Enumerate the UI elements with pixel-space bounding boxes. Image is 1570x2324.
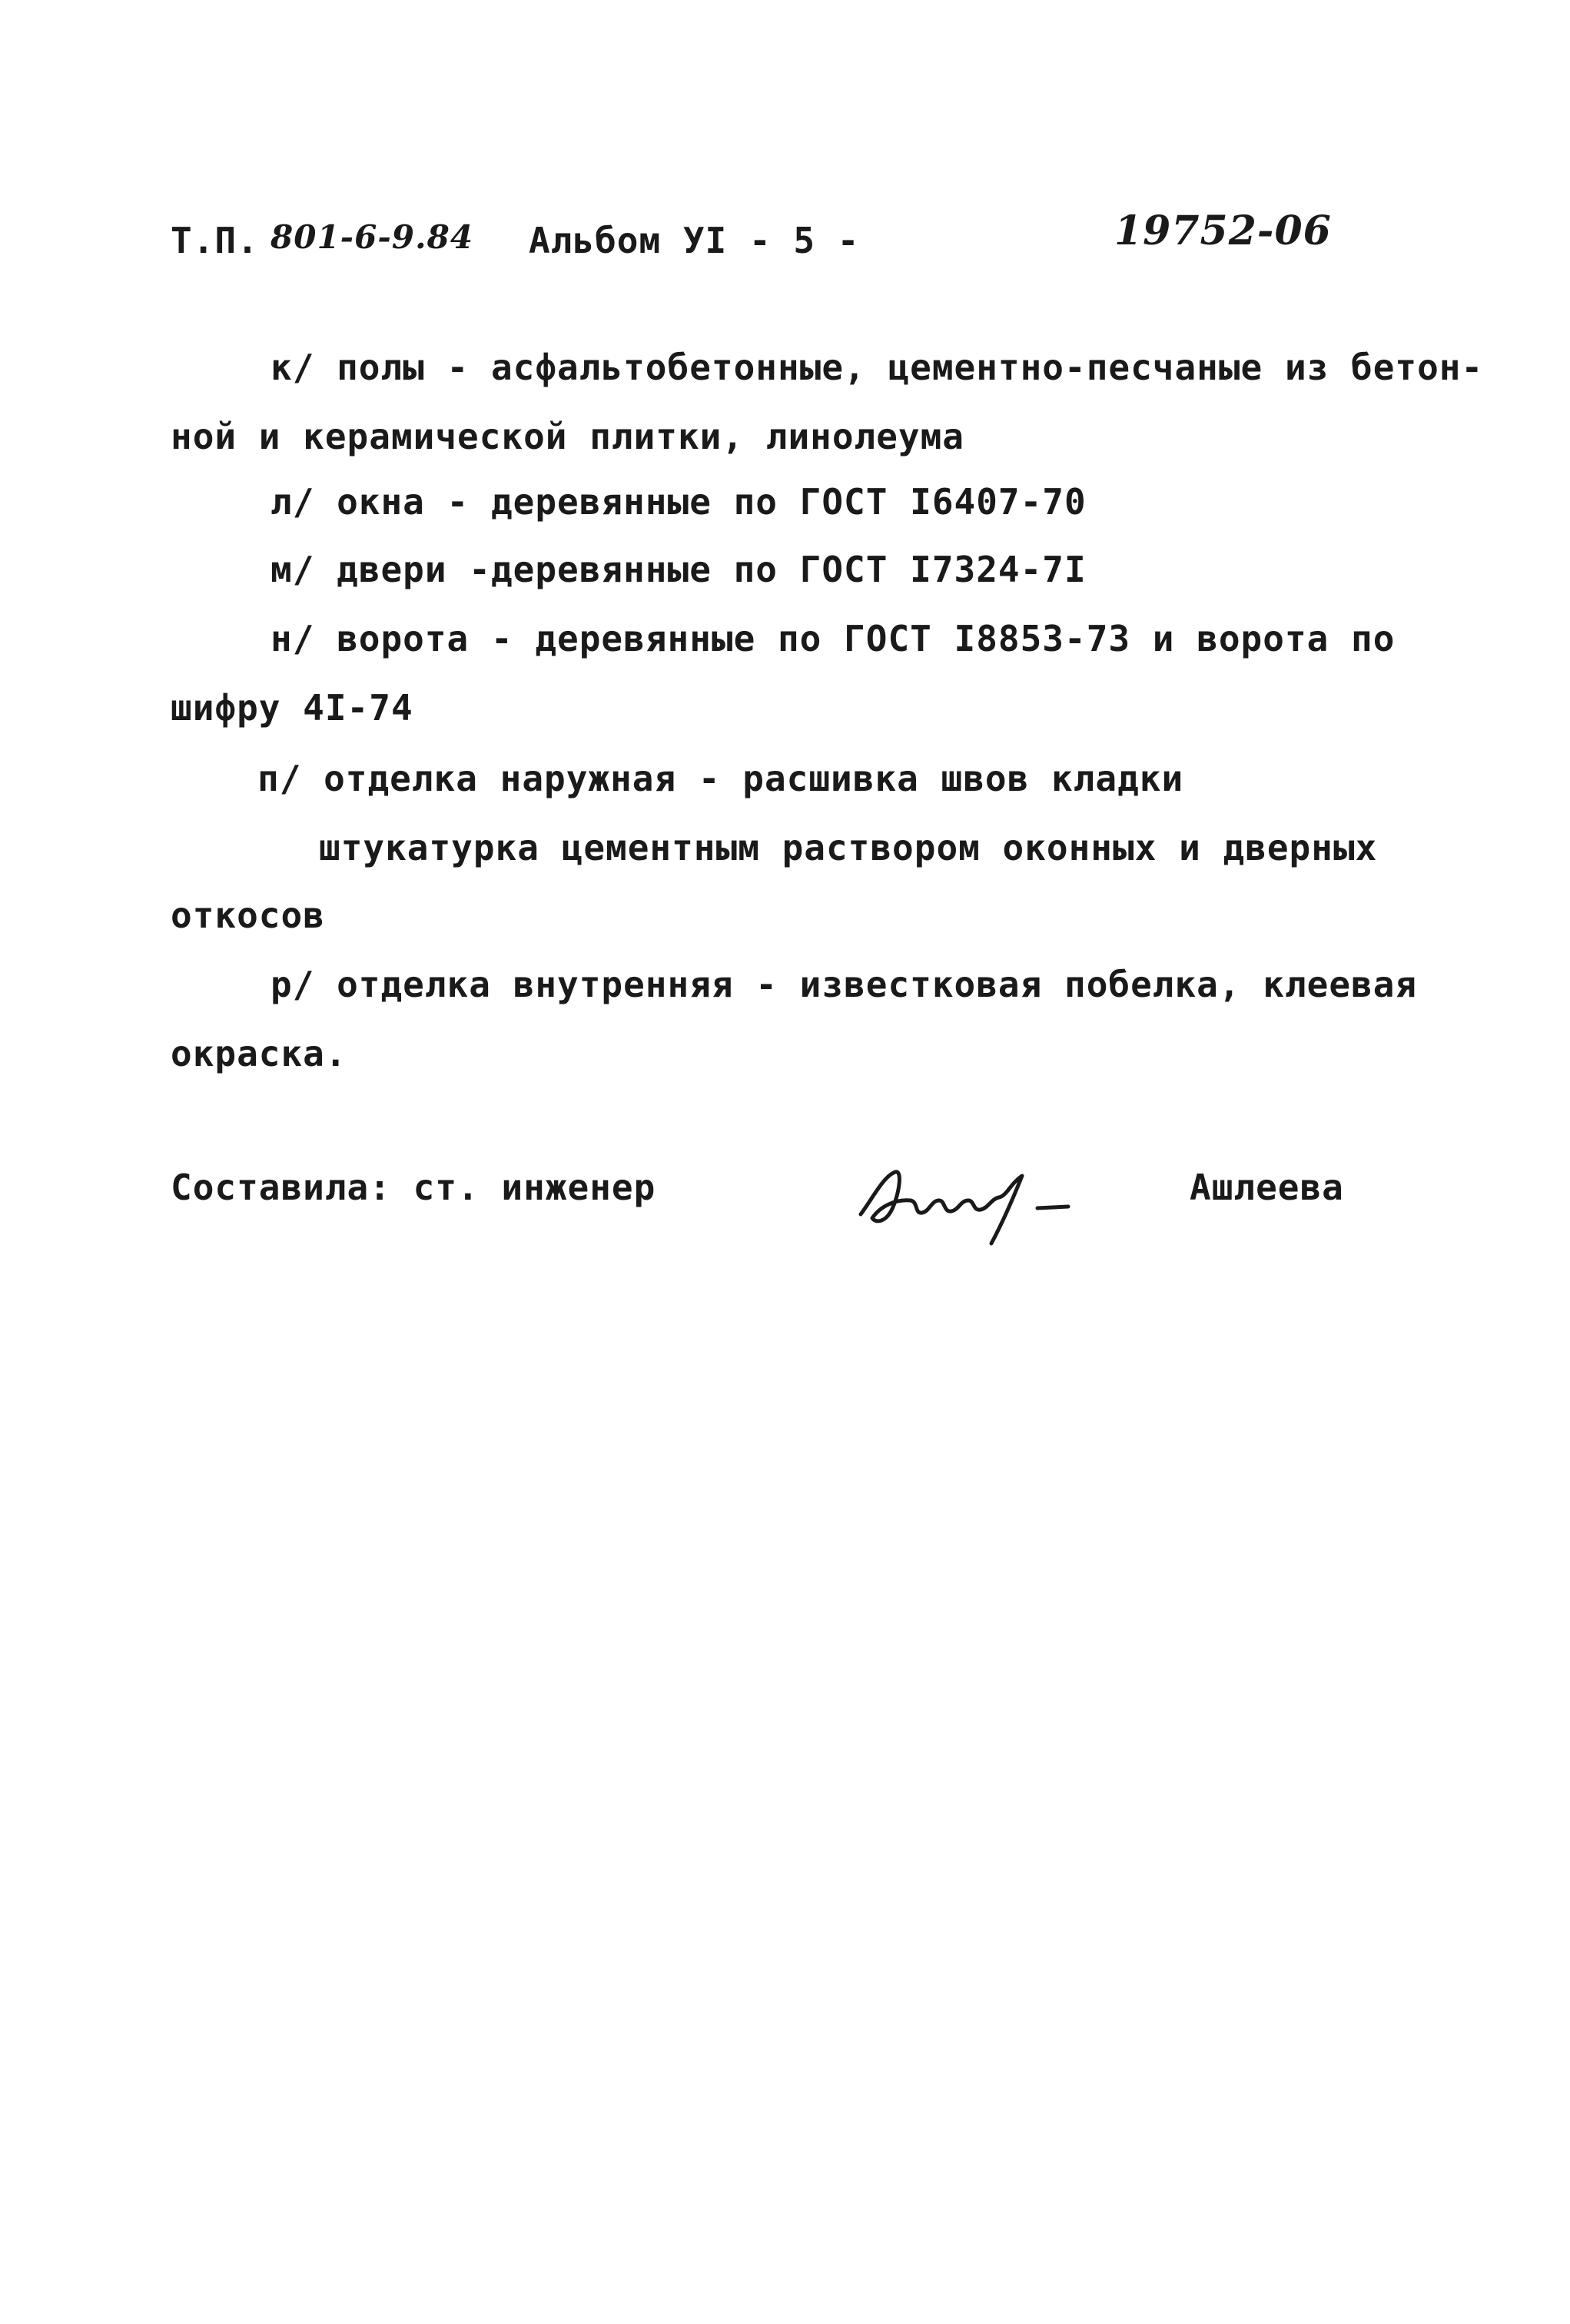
item-p-line-2: штукатурка цементным раствором оконных и дверных [319, 827, 1378, 868]
item-m: м/ двери -деревянные по ГОСТ I7324-7I [271, 549, 1087, 590]
item-k-line-2: ной и керамической плитки, линолеума [171, 416, 964, 457]
tp-number: 801-6-9.84 [271, 218, 474, 256]
item-p-line-3: откосов [171, 895, 325, 936]
item-k-line-1: к/ полы - асфальтобетонные, цементно-песчаные из бетон- [271, 347, 1484, 388]
item-r-line-2: окраска. [171, 1033, 347, 1074]
item-n-line-1: н/ ворота - деревянные по ГОСТ I8853-73 и ворота по [271, 618, 1396, 659]
signatory-name: Ашлеева [1190, 1167, 1344, 1208]
item-p-line-1: п/ отделка наружная - расшивка швов кладки [257, 758, 1184, 799]
item-r-line-1: р/ отделка внутренняя - известковая побелка, клеевая [271, 964, 1418, 1005]
item-l: л/ окна - деревянные по ГОСТ I6407-70 [271, 481, 1087, 523]
compiled-by: Составила: ст. инженер [171, 1167, 656, 1208]
tp-prefix: Т.П. [171, 220, 259, 261]
document-code: 19752-06 [1114, 208, 1332, 254]
handwritten-signature [838, 1153, 1099, 1253]
item-n-line-2: шифру 4I-74 [171, 687, 413, 729]
album-label: Альбом УI - 5 - [529, 220, 860, 261]
